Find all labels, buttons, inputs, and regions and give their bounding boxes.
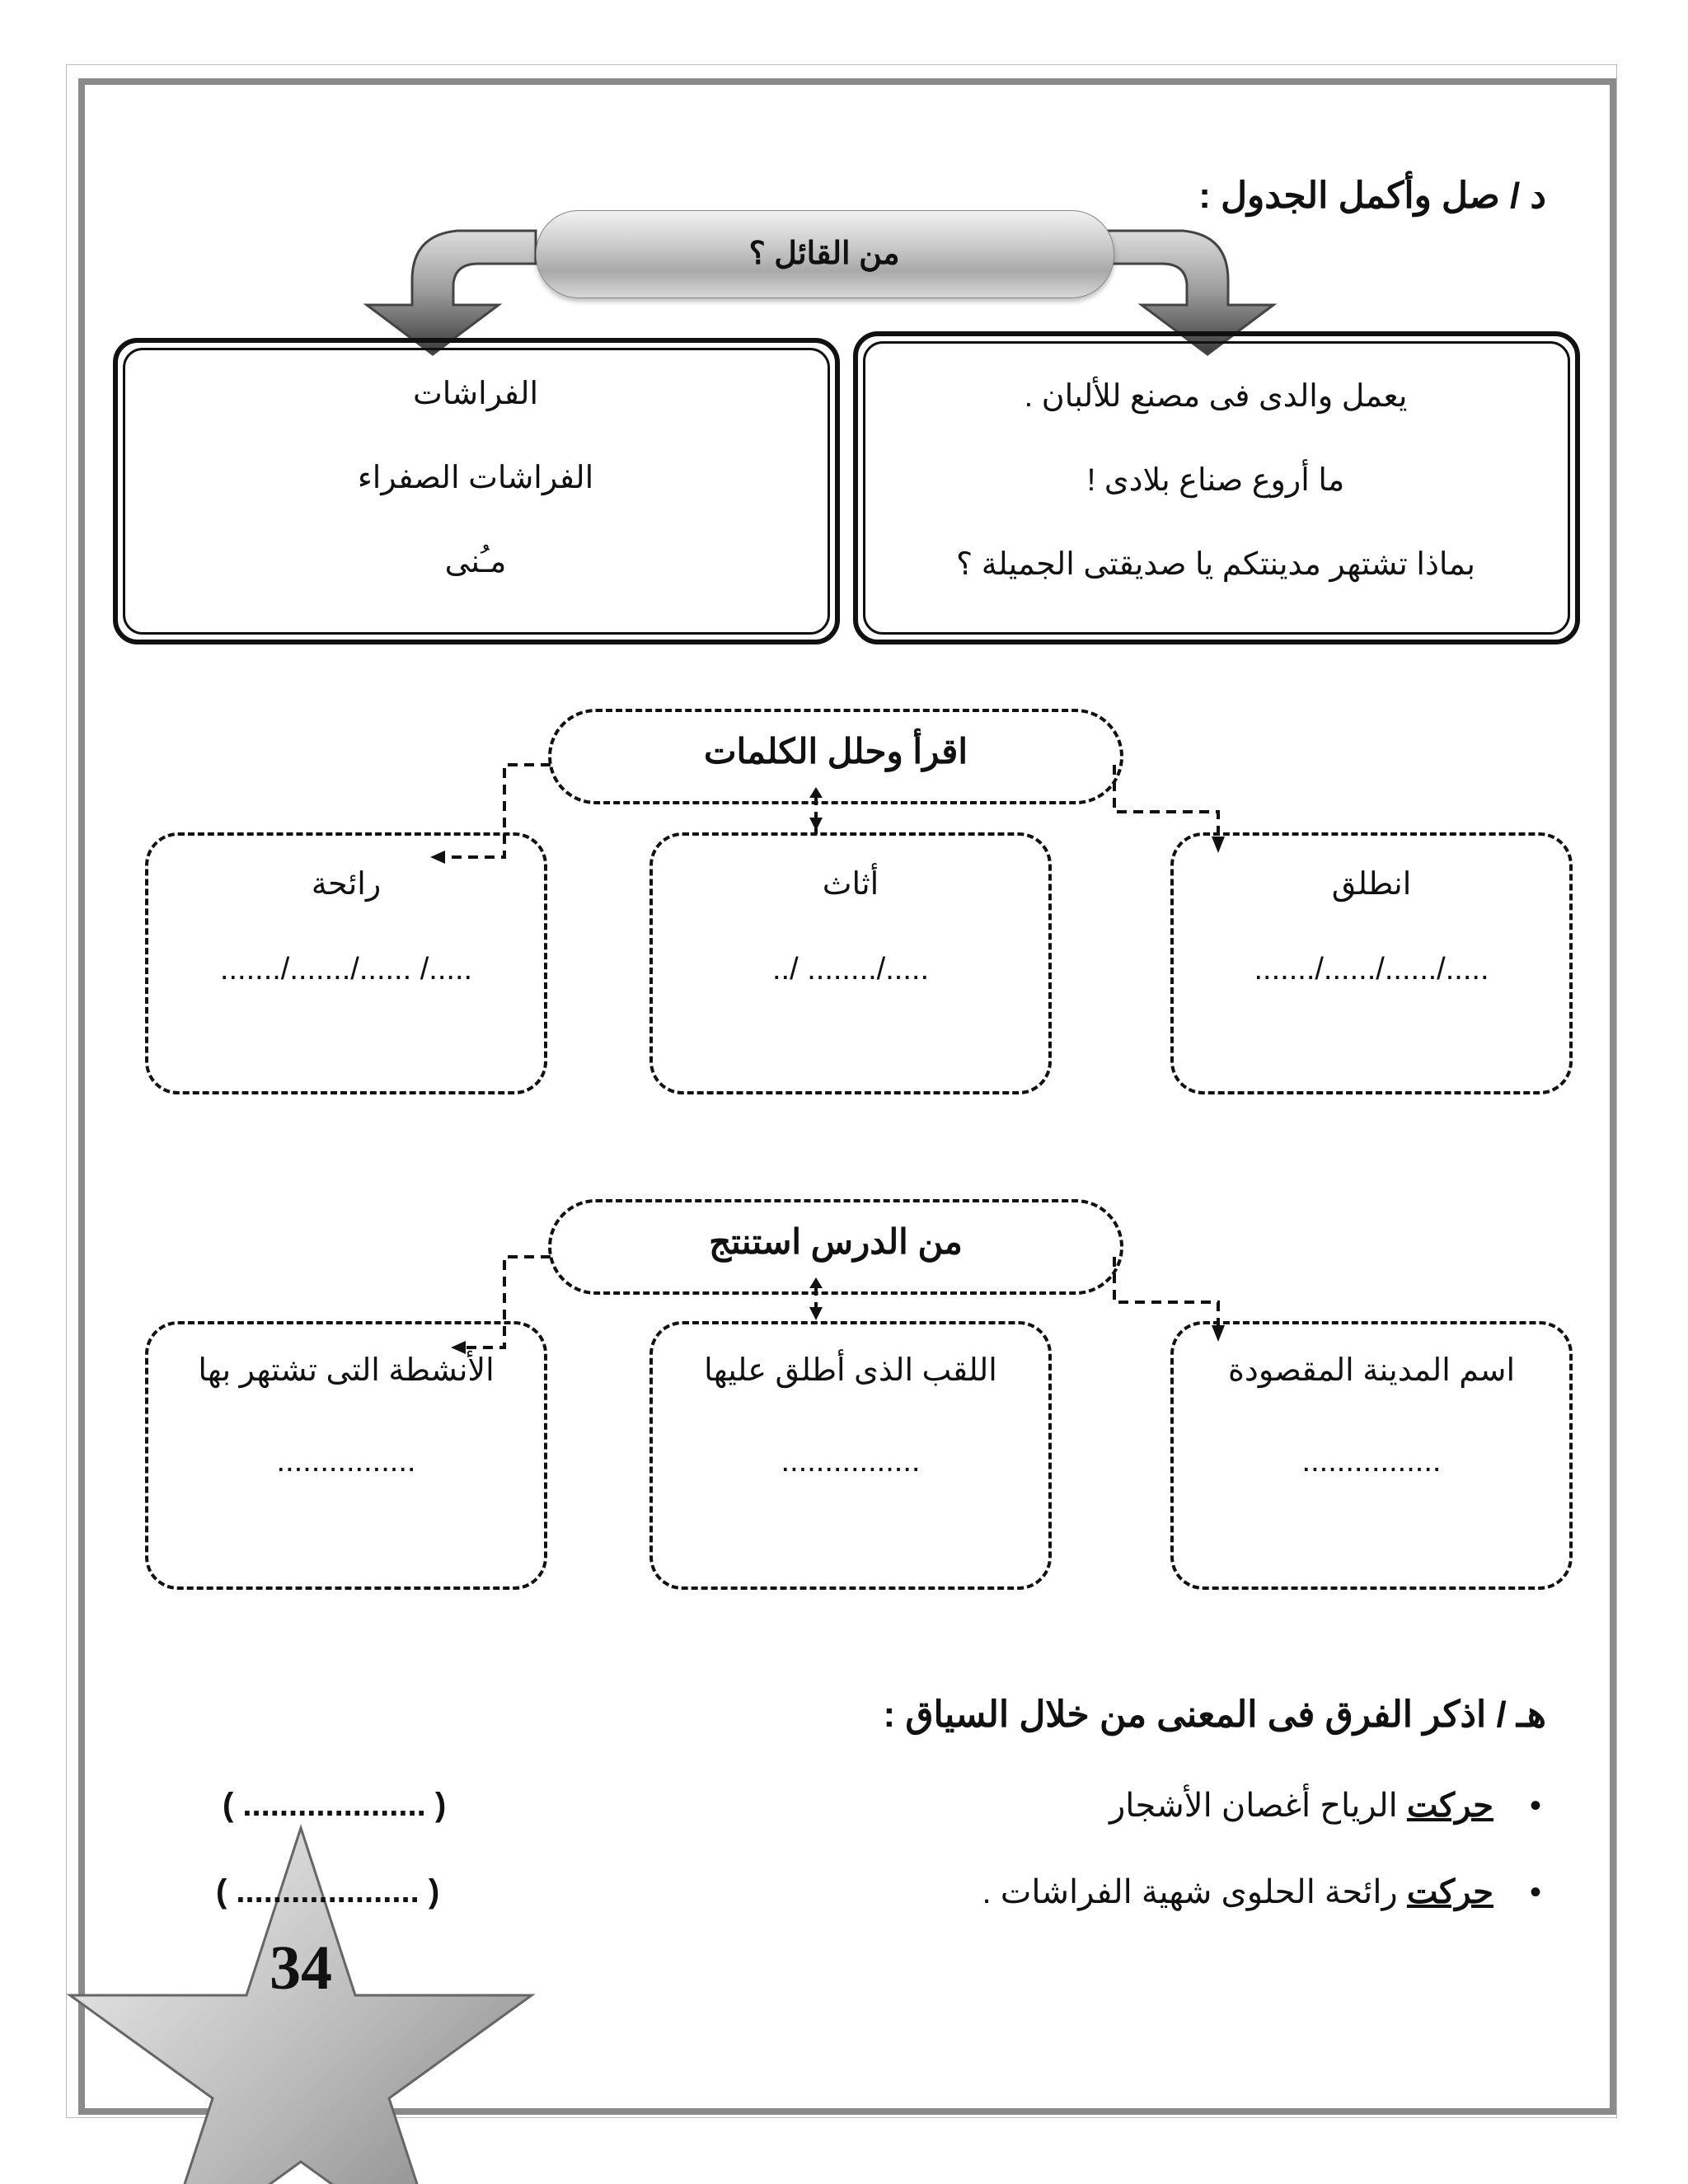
answer-blank-2[interactable]: ( .................... ) (216, 1873, 440, 1910)
section-d-heading: د / صل وأكمل الجدول : (1198, 176, 1546, 216)
deduce-blank-2[interactable]: ................ (781, 1444, 921, 1479)
page-number: 34 (270, 1933, 332, 2003)
analyze-blank-3[interactable]: ...../ ....../......./....... (219, 952, 473, 987)
speaker-line-2: الفراشات الصفراء (357, 461, 594, 495)
deduce-title: من الدرس استنتج (709, 1222, 963, 1261)
section-h-heading: هـ / اذكر الفرق فى المعنى من خلال السياق : (883, 1694, 1546, 1735)
speaker-line-3: مـُنى (444, 545, 507, 579)
quote-line-2: ما أروع صناع بلادى ! (1086, 463, 1345, 498)
context-item-1 (1109, 1787, 1541, 1825)
analyze-blank-2[interactable]: ...../........ /.. (771, 952, 930, 987)
speaker-line-1: الفراشات (412, 377, 539, 411)
keyword-2: حركت (1406, 1874, 1493, 1910)
sentence-rest-1: الرياح أغصان الأشجار (1109, 1788, 1407, 1824)
analyze-word-1: انطلق (1331, 867, 1412, 902)
deduce-blank-3[interactable]: ................ (276, 1444, 416, 1479)
analyze-word-3: رائحة (311, 867, 382, 902)
analyze-blank-1[interactable]: ...../....../....../....... (1254, 952, 1489, 987)
deduce-label-2: اللقب الذى أطلق عليها (704, 1353, 997, 1388)
bullet-icon: • (1529, 1874, 1541, 1910)
answer-blank-1[interactable]: ( .................... ) (223, 1787, 447, 1823)
who-said-label: من القائل ؟ (748, 237, 900, 271)
deduce-label-1: اسم المدينة المقصودة (1227, 1353, 1515, 1388)
analyze-word-2: أثاث (822, 867, 879, 902)
quote-line-3: بماذا تشتهر مدينتكم يا صديقتى الجميلة ؟ (956, 547, 1475, 582)
quote-line-1: يعمل والدى فى مصنع للألبان . (1024, 379, 1408, 414)
bullet-icon: • (1529, 1788, 1541, 1824)
keyword-1: حركت (1406, 1788, 1493, 1824)
left-curved-arrow-icon (367, 231, 536, 354)
analyze-title: اقرأ وحلل الكلمات (703, 732, 968, 771)
deduce-blank-1[interactable]: ................ (1301, 1444, 1442, 1479)
deduce-label-3: الأنشطة التى تشتهر بها (198, 1353, 495, 1388)
context-item-2 (982, 1873, 1541, 1911)
sentence-rest-2: رائحة الحلوى شهية الفراشات . (982, 1874, 1407, 1910)
